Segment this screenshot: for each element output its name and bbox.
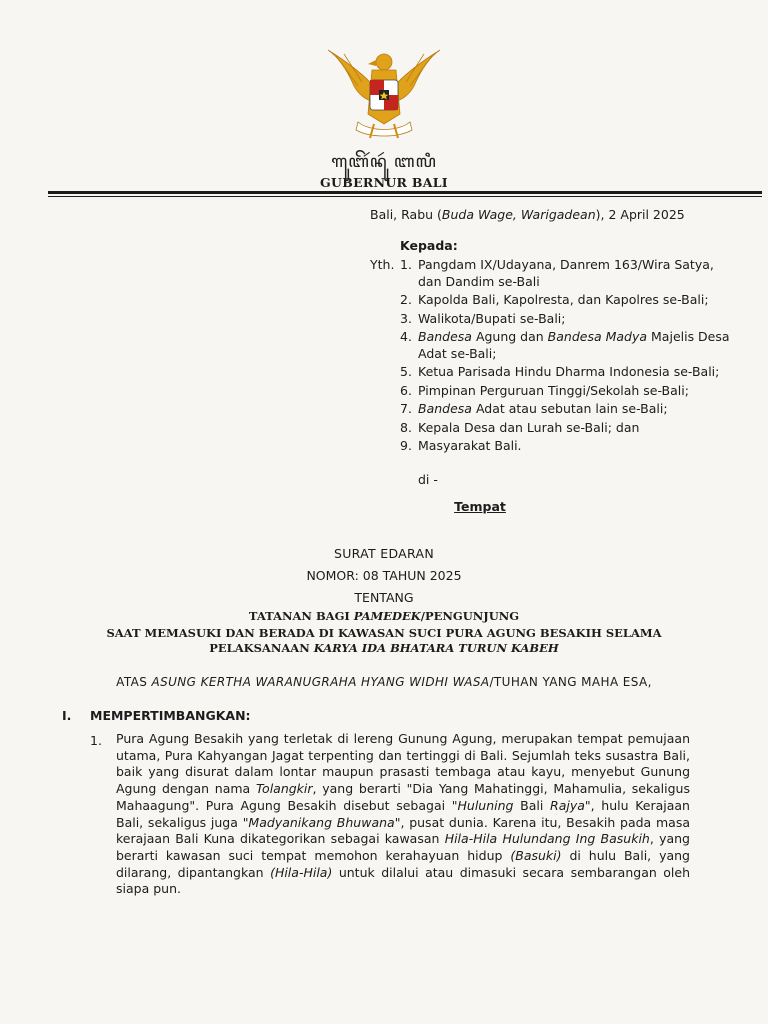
paragraph-1 [116,731,690,898]
balinese-script-header: ꦒꦸꦧꦼꦂꦤꦸꦂ ꦧꦭꦶ [331,152,437,172]
paragraph-1-text-segment: "Huluning [451,797,514,813]
doc-title-line-2: SAAT MEMASUKI DAN BERADA DI KAWASAN SUCI PURA AGUNG BESAKIH SELAMA [106,626,662,640]
tempat-label: Tempat [454,499,506,514]
recipient-number: 3. [400,310,412,326]
paragraph-1-text-segment: Tolangkir [255,781,313,797]
recipient-item [400,311,730,328]
recipient-number: 4. [400,329,412,344]
doc-about-label: TENTANG [354,590,414,605]
paragraph-number: 1. [90,733,102,748]
recipient-text-segment: Bandesa Madya [547,329,648,344]
paragraph-1-text-segment: , yang berarti kawasan suci tempat memohon kerahayuan hidup [116,831,690,863]
recipient-item [400,257,730,290]
header-rule-thick [48,191,762,194]
recipient-item [400,383,730,400]
recipient-list [400,257,730,457]
recipient-text-segment: Pangdam IX/Udayana, Danrem 163/Wira Satya, dan Dandim se-Bali [418,257,714,289]
recipient-number: 8. [400,419,412,435]
recipient-text-segment: Adat atau sebutan lain se-Bali; [471,401,668,416]
doc-title-line-3: PELAKSANAAN KARYA IDA BHATARA TURUN KABEH [209,641,559,655]
recipient-number: 1. [400,257,412,272]
recipient-item [400,401,730,418]
invocation-line: ATAS ASUNG KERTHA WARANUGRAHA HYANG WIDHI WASA/TUHAN YANG MAHA ESA, [116,675,652,689]
recipient-text-segment: Agung dan [471,329,548,344]
paragraph-1-text-segment: Hila-Hila Hulundang Ing Basukih [444,831,650,847]
paragraph-1-text-segment: Pura Agung Besakih yang terletak di lereng Gunung Agung, merupakan tempat pemujaan utama, Pura Kahyangan Jagat terpenting dan tertinggi di Bali. Sejumlah teks susastra Bali, baik yang disurat dalam lontar maupun prasasti tembaga atau kayu, menyebut Gunung Agung dengan nama [116,731,690,797]
doc-type: SURAT EDARAN [334,546,434,561]
recipient-item [400,438,730,455]
paragraph-1-text-segment: , hulu Kerajaan Bali, sekaligus juga [116,797,690,830]
yth-label: Yth. [370,257,395,272]
recipient-text-segment: Masyarakat Bali. [418,438,522,453]
header-rule-thin [48,196,762,197]
recipient-number: 2. [400,292,412,307]
recipient-label: Kepada: [400,238,458,253]
paragraph-1-text-segment: Rajya" [550,797,591,813]
recipient-number: 9. [400,438,412,453]
paragraph-1-text-segment: (Basuki) [510,847,562,863]
recipient-text-segment: Walikota/Bupati se-Bali; [418,310,566,326]
recipient-item [400,364,730,381]
paragraph-1-text-segment: "Madyanikang Bhuwana" [242,814,401,830]
recipient-item [400,329,730,362]
paragraph-1-text-segment: untuk dilalui atau dimasuki secara sembarangan oleh siapa pun. [116,864,690,897]
recipient-text-segment: Majelis Desa Adat se-Bali; [418,329,730,361]
garuda-pancasila-emblem-icon [322,42,446,144]
section-heading: I. MEMPERTIMBANGKAN: [62,708,251,723]
recipient-item [400,420,730,437]
recipient-text-segment: Bandesa [418,329,472,344]
paragraph-1-text-segment: , pusat dunia. Karena itu, Besakih pada masa kerajaan Bali Kuna dikategorikan sebagai kawasan [116,814,691,847]
paragraph-1-text-segment: , yang berarti "Dia Yang Mahatinggi, Mahamulia, sekaligus Mahaagung". Pura Agung Besakih disebut sebagai [116,781,690,813]
recipient-text-segment: Bandesa [418,401,472,416]
paragraph-1-text-segment: Bali [513,797,551,813]
letter-date: Bali, Rabu (Buda Wage, Warigadean), 2 April 2025 [370,207,685,222]
paragraph-1-text-segment: di hulu Bali, yang dilarang, dipantangkan [116,847,690,880]
recipient-number: 5. [400,364,412,379]
recipient-text-segment: Pimpinan Perguruan Tinggi/Sekolah se-Bali; [418,382,689,398]
office-name: GUBERNUR BALI [320,175,448,190]
recipient-text-segment: Ketua Parisada Hindu Dharma Indonesia se-Bali; [418,364,720,379]
recipient-text-segment: Kepala Desa dan Lurah se-Bali; dan [418,419,640,435]
recipient-item [400,292,730,309]
paragraph-1-text-segment: (Hila-Hila) [270,864,333,880]
recipient-number: 6. [400,382,412,398]
di-label: di - [418,472,438,487]
recipient-number: 7. [400,401,412,416]
recipient-text-segment: Kapolda Bali, Kapolresta, dan Kapolres se-Bali; [418,292,709,307]
doc-number: NOMOR: 08 TAHUN 2025 [306,568,462,583]
doc-title-line-1: TATANAN BAGI PAMEDEK/PENGUNJUNG [248,609,520,623]
